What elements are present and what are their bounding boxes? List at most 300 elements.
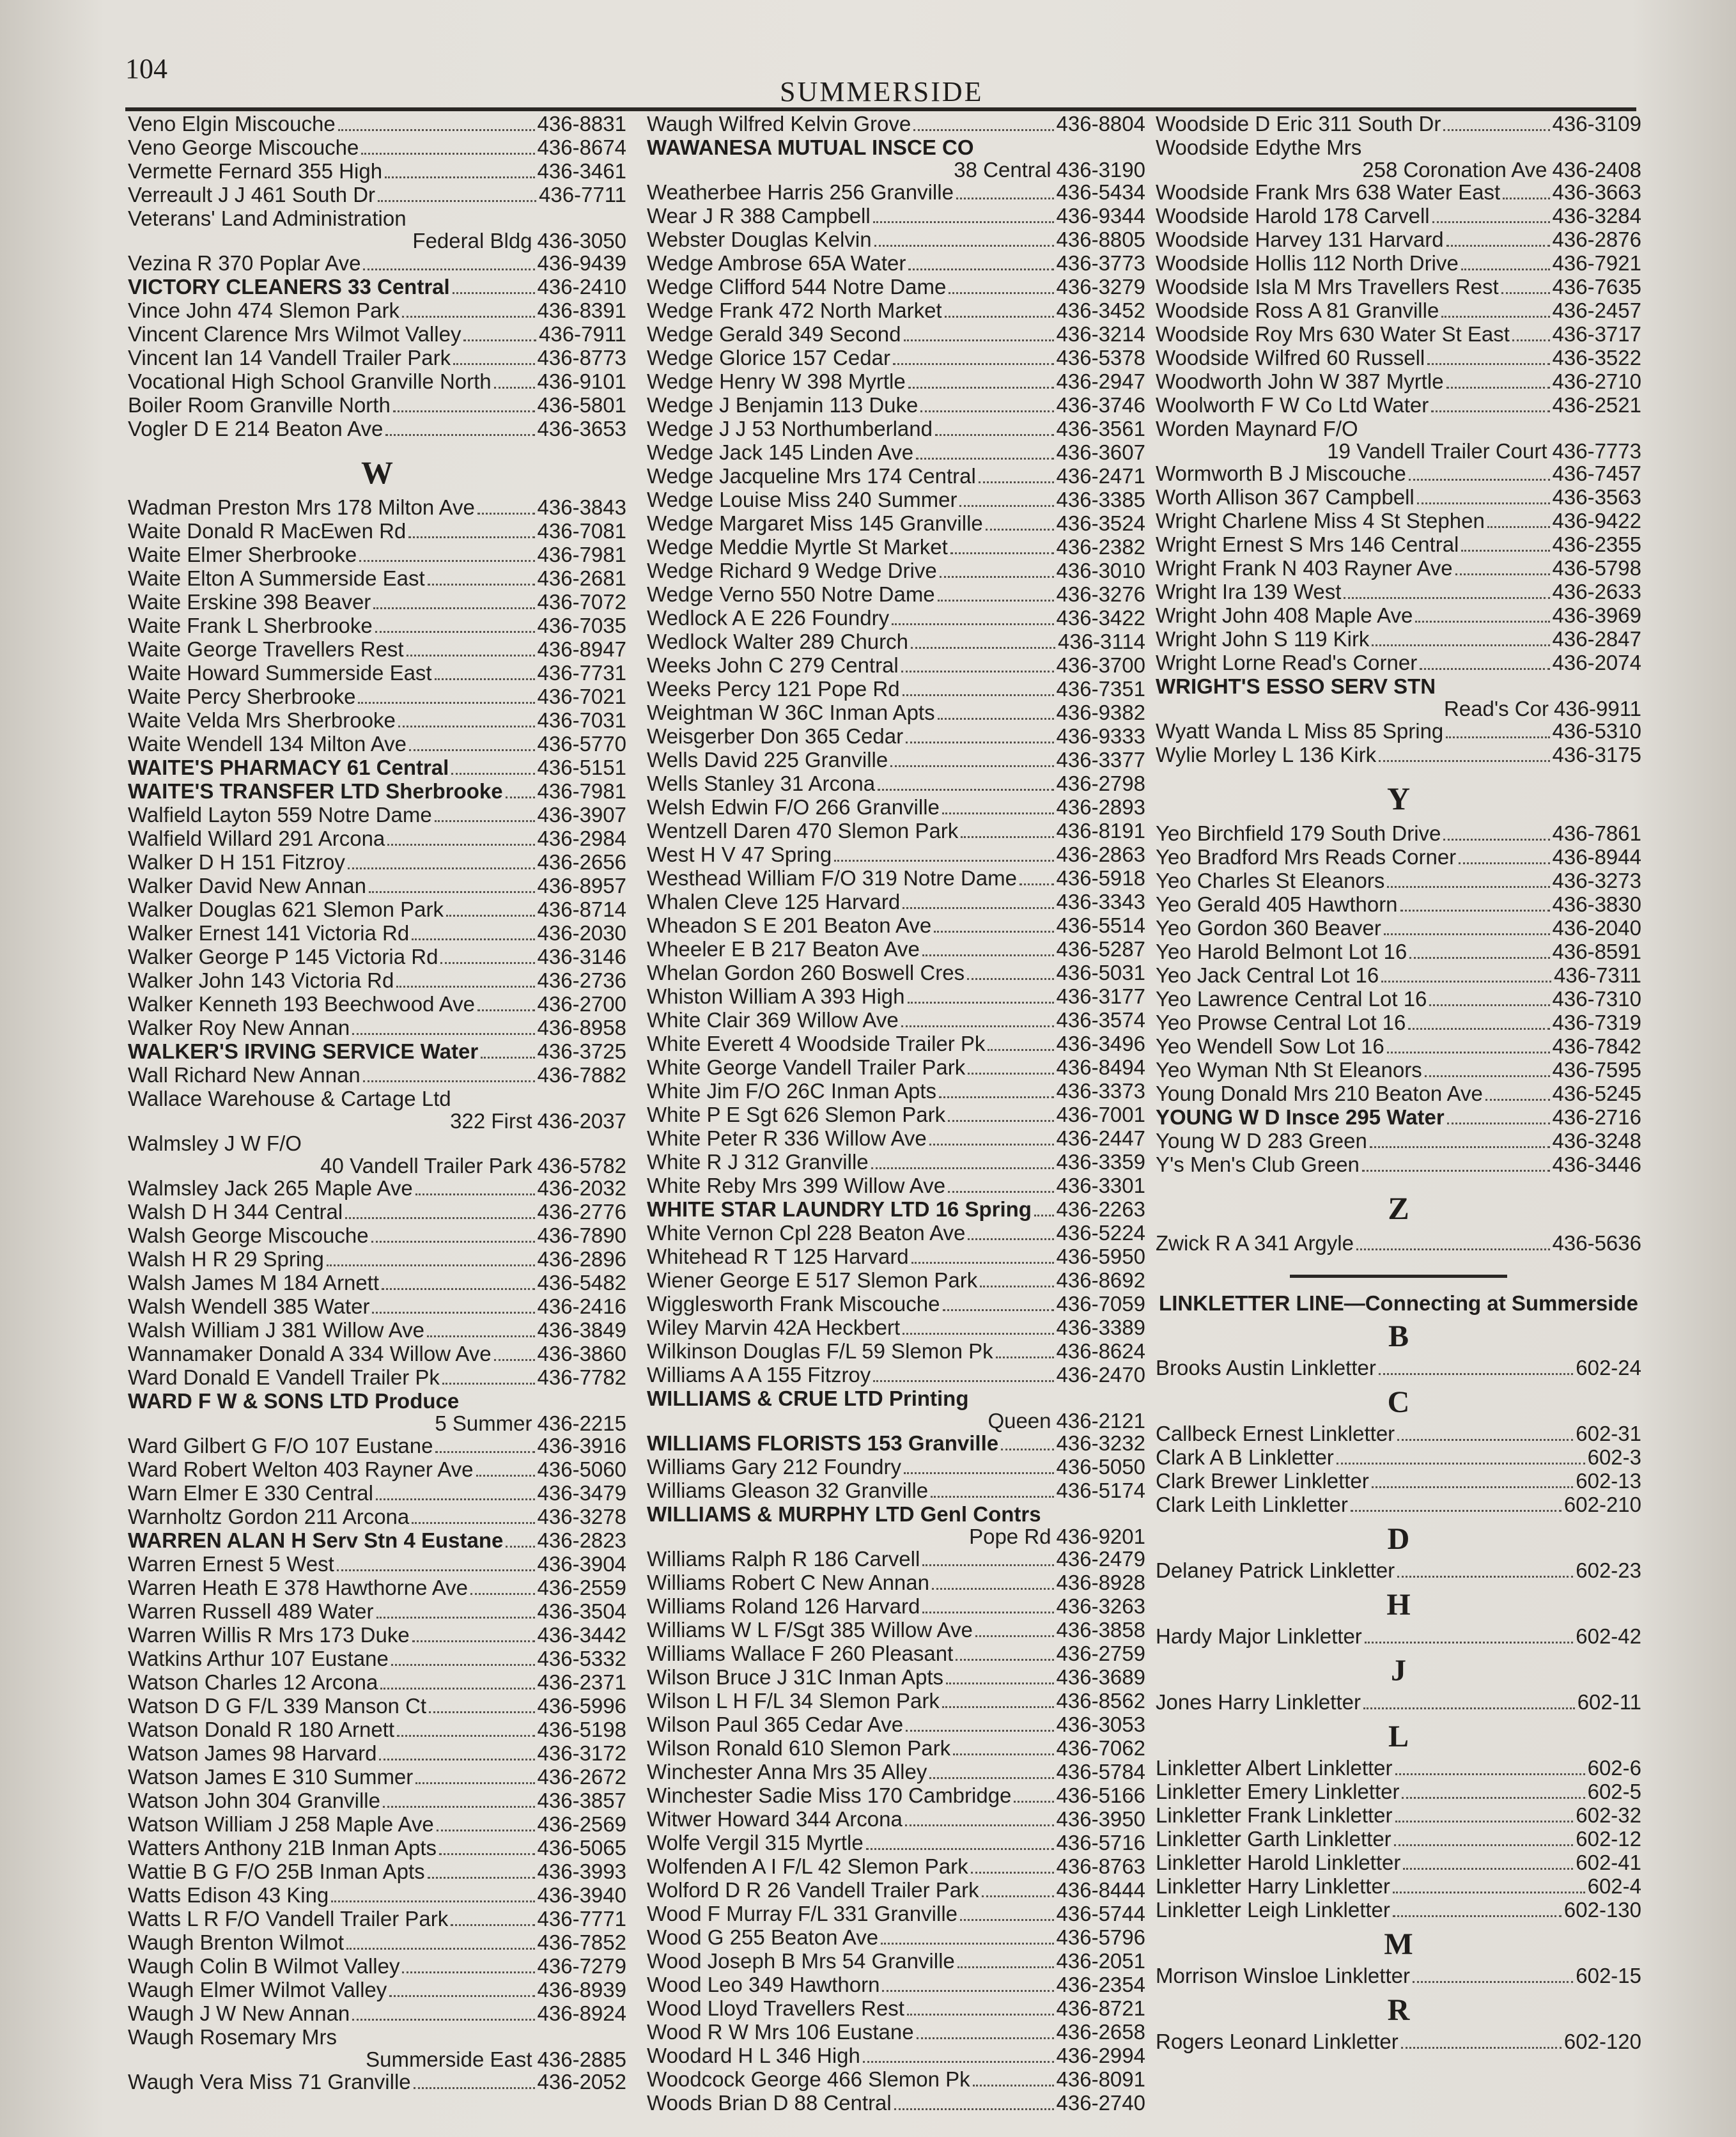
entry-name: Williams Wallace F 260 Pleasant xyxy=(647,1642,954,1665)
entry-phone: 436-2716 xyxy=(1552,1105,1641,1129)
listing-entry xyxy=(128,1576,626,1600)
entry-name: Warren Willis R Mrs 173 Duke xyxy=(128,1623,410,1647)
listing-entry xyxy=(1156,557,1641,580)
listing-entry xyxy=(647,1642,1145,1666)
entry-phone: 436-3907 xyxy=(537,803,626,827)
entry-name: Ward Gilbert G F/O 107 Eustane xyxy=(128,1434,433,1457)
entry-phone: 436-3232 xyxy=(1056,1431,1145,1455)
entry-name: Witwer Howard 344 Arcona xyxy=(647,1807,903,1831)
entry-phone: 436-3279 xyxy=(1056,275,1145,299)
entry-phone: 436-2354 xyxy=(1056,1973,1145,1996)
entry-phone: 436-9382 xyxy=(1056,701,1145,724)
leader-dots xyxy=(982,1895,1054,1897)
listing-entry xyxy=(647,1198,1145,1222)
entry-name: Wedge Richard 9 Wedge Drive xyxy=(647,559,937,582)
leader-dots xyxy=(481,1057,534,1059)
entry-phone: 436-3114 xyxy=(1057,630,1145,653)
entry-phone: 436-7911 xyxy=(538,322,626,346)
entry-address: Summerside East xyxy=(366,2048,532,2071)
leader-dots xyxy=(1409,957,1549,959)
leader-dots xyxy=(949,292,1053,294)
entry-phone: 436-2759 xyxy=(1056,1642,1145,1665)
entry-phone: 436-3524 xyxy=(1056,511,1145,535)
listing-entry xyxy=(647,1479,1145,1503)
leader-dots xyxy=(402,316,535,318)
entry-name: Ward Robert Welton 403 Rayner Ave xyxy=(128,1457,474,1481)
listing-entry xyxy=(1156,604,1641,628)
listing-entry xyxy=(128,136,626,160)
listing-entry xyxy=(1156,1356,1641,1380)
leader-dots xyxy=(1403,1868,1573,1870)
entry-phone: 436-2457 xyxy=(1552,299,1641,322)
leader-dots xyxy=(1425,1075,1550,1077)
listing-entry xyxy=(1156,1446,1641,1470)
entry-name: Wedge Gerald 349 Second xyxy=(647,322,901,346)
listing-entry xyxy=(128,567,626,591)
entry-name: Wilson L H F/L 34 Slemon Park xyxy=(647,1689,940,1713)
entry-phone: 602-12 xyxy=(1576,1827,1641,1851)
entry-name: Waite George Travellers Rest xyxy=(128,637,404,661)
listing-entry xyxy=(647,1364,1145,1387)
listing-entry xyxy=(128,851,626,874)
entry-name: Wedge Glorice 157 Cedar xyxy=(647,346,890,369)
listing-entry xyxy=(647,820,1145,843)
listing-entry xyxy=(647,938,1145,961)
leader-dots xyxy=(917,2037,1054,2039)
entry-address-line xyxy=(128,1110,626,1132)
listing-entry xyxy=(1156,893,1641,917)
entry-name: Wilson Bruce J 31C Inman Apts xyxy=(647,1665,944,1689)
leader-dots xyxy=(986,529,1054,531)
entry-phone: 436-7031 xyxy=(537,708,626,732)
entry-name: Wolfenden A I F/L 42 Slemon Park xyxy=(647,1854,968,1878)
listing-entry xyxy=(128,804,626,827)
leader-dots xyxy=(1432,221,1550,223)
leader-dots xyxy=(901,671,1054,672)
entry-phone: 436-9101 xyxy=(537,369,626,393)
entry-phone: 436-3993 xyxy=(537,1860,626,1883)
entry-phone: 436-3248 xyxy=(1552,1129,1641,1153)
listing-entry xyxy=(647,1269,1145,1293)
leader-dots xyxy=(866,1848,1054,1850)
entry-name: Weatherbee Harris 256 Granville xyxy=(647,180,954,204)
listing-entry xyxy=(128,1813,626,1837)
entry-phone: 436-8944 xyxy=(1552,845,1641,869)
entry-name: WALKER'S IRVING SERVICE Water xyxy=(128,1039,479,1063)
entry-phone: 436-2479 xyxy=(1056,1547,1145,1571)
listing-entry xyxy=(647,1503,1145,1525)
listing-entry xyxy=(647,2044,1145,2068)
entry-name: Veno George Miscouche xyxy=(128,136,359,159)
leader-dots xyxy=(376,1498,535,1500)
entry-name: WAITE'S TRANSFER LTD Sherbrooke xyxy=(128,779,503,803)
entry-name: Yeo Jack Central Lot 16 xyxy=(1156,963,1379,987)
entry-phone: 436-8939 xyxy=(537,1978,626,2001)
entry-phone: 436-2681 xyxy=(537,566,626,590)
leader-dots xyxy=(988,1049,1053,1051)
leader-dots xyxy=(361,153,534,155)
entry-name: Callbeck Ernest Linkletter xyxy=(1156,1422,1395,1445)
leader-dots xyxy=(453,363,534,365)
entry-name: Walsh William J 381 Willow Ave xyxy=(128,1318,424,1342)
leader-dots xyxy=(922,954,1054,956)
leader-dots xyxy=(378,200,536,202)
entry-name: Waugh Colin B Wilmot Valley xyxy=(128,1954,400,1978)
listing-entry xyxy=(647,1432,1145,1456)
entry-name: Woodside Hollis 112 North Drive xyxy=(1156,251,1459,275)
entry-name: Watson Donald R 180 Arnett xyxy=(128,1718,395,1741)
entry-name: Warren Heath E 378 Hawthorne Ave xyxy=(128,1576,468,1599)
entry-phone: 602-24 xyxy=(1576,1356,1641,1379)
leader-dots xyxy=(961,836,1053,838)
entry-phone: 436-2355 xyxy=(1552,532,1641,556)
entry-phone: 436-8624 xyxy=(1056,1339,1145,1363)
entry-name: Walmsley J W F/O xyxy=(128,1131,302,1155)
listing-entry xyxy=(128,1766,626,1789)
entry-phone: 602-42 xyxy=(1576,1624,1641,1648)
listing-entry xyxy=(647,417,1145,441)
entry-phone: 436-2847 xyxy=(1552,627,1641,651)
listing-entry xyxy=(128,1295,626,1319)
listing-entry xyxy=(128,733,626,756)
leader-dots xyxy=(1413,1981,1573,1983)
leader-dots xyxy=(1034,1215,1054,1216)
listing-entry xyxy=(128,520,626,543)
entry-phone: 436-3053 xyxy=(1056,1713,1145,1736)
entry-address-line xyxy=(647,1525,1145,1548)
listing-entry xyxy=(647,441,1145,465)
entry-name: Yeo Wyman Nth St Eleanors xyxy=(1156,1058,1422,1082)
entry-name: VICTORY CLEANERS 33 Central xyxy=(128,275,450,299)
listing-entry xyxy=(128,614,626,638)
entry-name: Waite Erskine 398 Beaver xyxy=(128,590,371,614)
entry-name: Watts Edison 43 King xyxy=(128,1883,329,1907)
entry-phone: 436-8763 xyxy=(1056,1854,1145,1878)
listing-entry xyxy=(1156,720,1641,743)
entry-address: 19 Vandell Trailer Court xyxy=(1327,439,1547,463)
entry-phone: 436-8957 xyxy=(537,874,626,898)
entry-name: West H V 47 Spring xyxy=(647,843,832,866)
entry-phone: 436-5174 xyxy=(1056,1479,1145,1502)
entry-name: Wedge Jack 145 Linden Ave xyxy=(647,440,914,464)
leader-dots xyxy=(415,1782,534,1784)
leader-dots xyxy=(1372,644,1549,646)
entry-phone: 436-2658 xyxy=(1056,2020,1145,2044)
entry-name: Linkletter Emery Linkletter xyxy=(1156,1780,1400,1803)
entry-phone: 436-8391 xyxy=(537,299,626,322)
leader-dots xyxy=(352,1033,534,1035)
listing-entry xyxy=(647,536,1145,559)
entry-name: White Reby Mrs 399 Willow Ave xyxy=(647,1174,946,1197)
letter-heading: Z xyxy=(1388,1190,1409,1226)
leader-dots xyxy=(385,176,534,178)
listing-entry xyxy=(1156,964,1641,988)
listing-entry xyxy=(128,1271,626,1295)
entry-phone: 436-7981 xyxy=(537,543,626,566)
listing-entry xyxy=(128,1860,626,1884)
listing-entry xyxy=(647,465,1145,488)
leader-dots xyxy=(943,1309,1054,1311)
listing-entry xyxy=(128,2002,626,2026)
entry-phone: 436-7882 xyxy=(537,1063,626,1087)
entry-address-line xyxy=(647,159,1145,181)
leader-dots xyxy=(1461,268,1550,270)
entry-address: Queen xyxy=(988,1409,1051,1433)
listing-entry xyxy=(1156,675,1641,697)
entry-address: Pope Rd xyxy=(969,1525,1051,1548)
entry-name: WHITE STAR LAUNDRY LTD 16 Spring xyxy=(647,1197,1032,1221)
entry-phone: 436-5224 xyxy=(1056,1221,1145,1245)
listing-entry xyxy=(647,488,1145,512)
leader-dots xyxy=(1487,526,1550,528)
leader-dots xyxy=(429,1711,534,1713)
entry-name: Woodard H L 346 High xyxy=(647,2044,860,2067)
letter-heading: Y xyxy=(1386,781,1411,816)
entry-phone: 436-3857 xyxy=(537,1789,626,1812)
listing-entry xyxy=(128,252,626,276)
listing-entry xyxy=(1156,462,1641,486)
entry-phone: 436-2896 xyxy=(537,1247,626,1271)
listing-entry xyxy=(1156,651,1641,675)
entry-name: Walker Kenneth 193 Beechwood Ave xyxy=(128,992,476,1016)
column-3 xyxy=(1156,113,1641,2054)
listing-entry xyxy=(128,1390,626,1412)
leader-dots xyxy=(1395,1773,1585,1775)
listing-entry xyxy=(1156,2030,1641,2054)
listing-entry xyxy=(647,1222,1145,1245)
leader-dots xyxy=(1363,1707,1575,1709)
entry-name: White George Vandell Trailer Park xyxy=(647,1055,966,1079)
listing-entry xyxy=(128,591,626,614)
entry-name: Weightman W 36C Inman Apts xyxy=(647,701,935,724)
listing-entry xyxy=(128,1600,626,1624)
entry-name: Waugh Vera Miss 71 Granville xyxy=(128,2070,411,2094)
listing-entry xyxy=(1156,628,1641,651)
leader-dots xyxy=(863,2061,1054,2063)
letter-heading: B xyxy=(1388,1319,1409,1353)
listing-entry xyxy=(1156,1757,1641,1780)
entry-name: Westhead William F/O 319 Notre Dame xyxy=(647,866,1017,890)
leader-dots xyxy=(453,292,535,294)
entry-name: Linkletter Harry Linkletter xyxy=(1156,1874,1390,1898)
entry-address-line xyxy=(647,1410,1145,1432)
entry-name: Wedlock A E 226 Foundry xyxy=(647,606,890,630)
entry-phone: 436-7771 xyxy=(537,1907,626,1931)
listing-entry xyxy=(128,1529,626,1553)
entry-phone: 436-9422 xyxy=(1552,509,1641,532)
listing-entry xyxy=(647,1316,1145,1340)
leader-dots xyxy=(1459,862,1549,864)
entry-name: Wedge Henry W 398 Myrtle xyxy=(647,369,906,393)
entry-phone: 436-2040 xyxy=(1552,916,1641,940)
leader-dots xyxy=(967,978,1053,980)
leader-dots xyxy=(975,1635,1054,1637)
listing-entry xyxy=(647,630,1145,654)
listing-entry xyxy=(128,1342,626,1366)
listing-entry xyxy=(1156,1691,1641,1714)
entry-phone: 436-5287 xyxy=(1056,937,1145,961)
listing-entry xyxy=(1156,1059,1641,1082)
listing-entry xyxy=(647,1690,1145,1713)
leader-dots xyxy=(338,129,535,131)
listing-entry xyxy=(1156,346,1641,370)
column-2 xyxy=(647,113,1145,2115)
leader-dots xyxy=(1443,129,1549,131)
leader-dots xyxy=(1370,1146,1550,1148)
listing-entry xyxy=(647,346,1145,370)
leader-dots xyxy=(1384,933,1550,935)
entry-address-line xyxy=(1156,697,1641,720)
entry-name: Jones Harry Linkletter xyxy=(1156,1690,1361,1714)
leader-dots xyxy=(1344,597,1549,599)
entry-phone: 436-3385 xyxy=(1056,488,1145,511)
entry-name: Waugh Elmer Wilmot Valley xyxy=(128,1978,387,2001)
leader-dots xyxy=(1379,760,1549,762)
entry-address-line xyxy=(1156,440,1641,462)
entry-phone: 436-5166 xyxy=(1056,1783,1145,1807)
listing-entry xyxy=(1156,1422,1641,1446)
listing-entry xyxy=(647,2021,1145,2044)
entry-phone: 436-2893 xyxy=(1056,795,1145,819)
entry-name: White P E Sgt 626 Slemon Park xyxy=(647,1103,946,1126)
entry-phone: 436-5918 xyxy=(1056,866,1145,890)
entry-phone: 436-9911 xyxy=(1553,697,1641,720)
entry-name: Young W D 283 Green xyxy=(1156,1129,1367,1153)
leader-dots xyxy=(971,1872,1054,1874)
running-head: SUMMERSIDE xyxy=(780,76,984,107)
listing-entry xyxy=(1156,417,1641,440)
leader-dots xyxy=(358,702,534,704)
leader-dots xyxy=(1395,1821,1574,1822)
entry-name: Wiley Marvin 42A Heckbert xyxy=(647,1316,901,1339)
leader-dots xyxy=(428,584,535,586)
entry-phone: 436-8831 xyxy=(537,112,626,136)
entry-name: Wiener George E 517 Slemon Park xyxy=(647,1268,978,1292)
leader-dots xyxy=(427,1335,535,1337)
entry-name: Ward Donald E Vandell Trailer Pk xyxy=(128,1365,440,1389)
listing-entry xyxy=(647,1056,1145,1080)
entry-phone: 436-5744 xyxy=(1056,1902,1145,1925)
listing-entry xyxy=(128,2071,626,2094)
entry-phone: 436-2994 xyxy=(1056,2044,1145,2067)
leader-dots xyxy=(379,1759,534,1760)
entry-address-line xyxy=(128,229,626,252)
entry-phone: 436-9201 xyxy=(1056,1525,1145,1548)
entry-name: Worden Maynard F/O xyxy=(1156,417,1358,440)
listing-entry xyxy=(647,1009,1145,1032)
leader-dots xyxy=(1461,550,1549,552)
entry-phone: 602-6 xyxy=(1587,1756,1641,1780)
entry-name: Veterans' Land Administration xyxy=(128,206,407,230)
listing-entry xyxy=(647,276,1145,299)
listing-entry xyxy=(1156,1470,1641,1493)
entry-name: Walker John 143 Victoria Rd xyxy=(128,968,394,992)
leader-dots xyxy=(1393,1892,1585,1893)
leader-dots xyxy=(396,986,534,988)
entry-phone: 436-2863 xyxy=(1056,843,1145,866)
listing-entry xyxy=(647,583,1145,607)
listing-entry xyxy=(128,1931,626,1955)
leader-dots xyxy=(1446,736,1549,738)
leader-dots xyxy=(956,198,1054,199)
entry-phone: 436-5770 xyxy=(537,732,626,756)
leader-dots xyxy=(950,552,1054,554)
leader-dots xyxy=(1402,1797,1585,1799)
entry-phone: 436-3263 xyxy=(1056,1594,1145,1618)
entry-phone: 436-8958 xyxy=(537,1016,626,1039)
leader-dots xyxy=(376,1617,535,1619)
entry-name: WILLIAMS & MURPHY LTD Genl Contrs xyxy=(647,1502,1041,1526)
entry-name: Wall Richard New Annan xyxy=(128,1063,360,1087)
leader-dots xyxy=(911,1262,1054,1264)
listing-entry xyxy=(128,662,626,685)
entry-name: Linkletter Frank Linkletter xyxy=(1156,1803,1393,1827)
entry-phone: 602-3 xyxy=(1587,1445,1641,1469)
leader-dots xyxy=(922,1612,1053,1613)
entry-phone: 436-2416 xyxy=(537,1294,626,1318)
leader-dots xyxy=(893,363,1054,365)
listing-entry xyxy=(1156,370,1641,394)
leader-dots xyxy=(881,1943,1053,1945)
listing-entry xyxy=(647,394,1145,417)
entry-phone: 436-3858 xyxy=(1056,1618,1145,1642)
listing-entry xyxy=(1156,580,1641,604)
entry-name: Wedge J Benjamin 113 Duke xyxy=(647,393,918,417)
entry-name: Waite Percy Sherbrooke xyxy=(128,685,356,708)
entry-name: White Peter R 336 Willow Ave xyxy=(647,1126,927,1150)
leader-dots xyxy=(905,1824,1054,1826)
entry-phone: 436-7001 xyxy=(1056,1103,1145,1126)
leader-dots xyxy=(996,1356,1054,1358)
listing-entry xyxy=(128,993,626,1016)
leader-dots xyxy=(477,513,535,515)
listing-entry xyxy=(647,1808,1145,1831)
entry-name: Wood Leo 349 Hawthorn xyxy=(647,1973,880,1996)
listing-entry xyxy=(1156,1011,1641,1035)
entry-phone: 436-3172 xyxy=(537,1741,626,1765)
entry-name: Woodside Harvey 131 Harvard xyxy=(1156,228,1444,251)
listing-entry xyxy=(647,1997,1145,2021)
listing-entry xyxy=(647,1174,1145,1198)
entry-name: Wedge Margaret Miss 145 Granville xyxy=(647,511,983,535)
leader-dots xyxy=(942,1706,1054,1708)
entry-name: Wear J R 388 Campbell xyxy=(647,204,871,228)
entry-address-line xyxy=(128,1412,626,1434)
leader-dots xyxy=(352,2019,534,2021)
entry-phone: 436-3746 xyxy=(1056,393,1145,417)
leader-dots xyxy=(939,1096,1054,1098)
entry-name: Wood G 255 Beaton Ave xyxy=(647,1925,879,1949)
entry-phone: 436-2052 xyxy=(537,2070,626,2094)
entry-name: Wheeler E B 217 Beaton Ave xyxy=(647,937,920,961)
entry-name: Verreault J J 461 South Dr xyxy=(128,183,376,206)
entry-phone: 436-8804 xyxy=(1056,112,1145,136)
leader-dots xyxy=(873,221,1054,223)
letter-heading: M xyxy=(1384,1927,1413,1961)
leader-dots xyxy=(1379,1373,1573,1375)
entry-phone: 436-2030 xyxy=(537,921,626,945)
leader-dots xyxy=(913,129,1053,131)
listing-entry xyxy=(647,113,1145,136)
entry-name: Walmsley Jack 265 Maple Ave xyxy=(128,1176,413,1200)
leader-dots xyxy=(407,655,535,657)
listing-entry xyxy=(128,1505,626,1529)
listing-entry xyxy=(1156,1804,1641,1828)
entry-name: Watson James 98 Harvard xyxy=(128,1741,377,1765)
listing-entry xyxy=(647,1973,1145,1997)
listing-entry xyxy=(647,796,1145,820)
leader-dots xyxy=(1429,1004,1549,1006)
